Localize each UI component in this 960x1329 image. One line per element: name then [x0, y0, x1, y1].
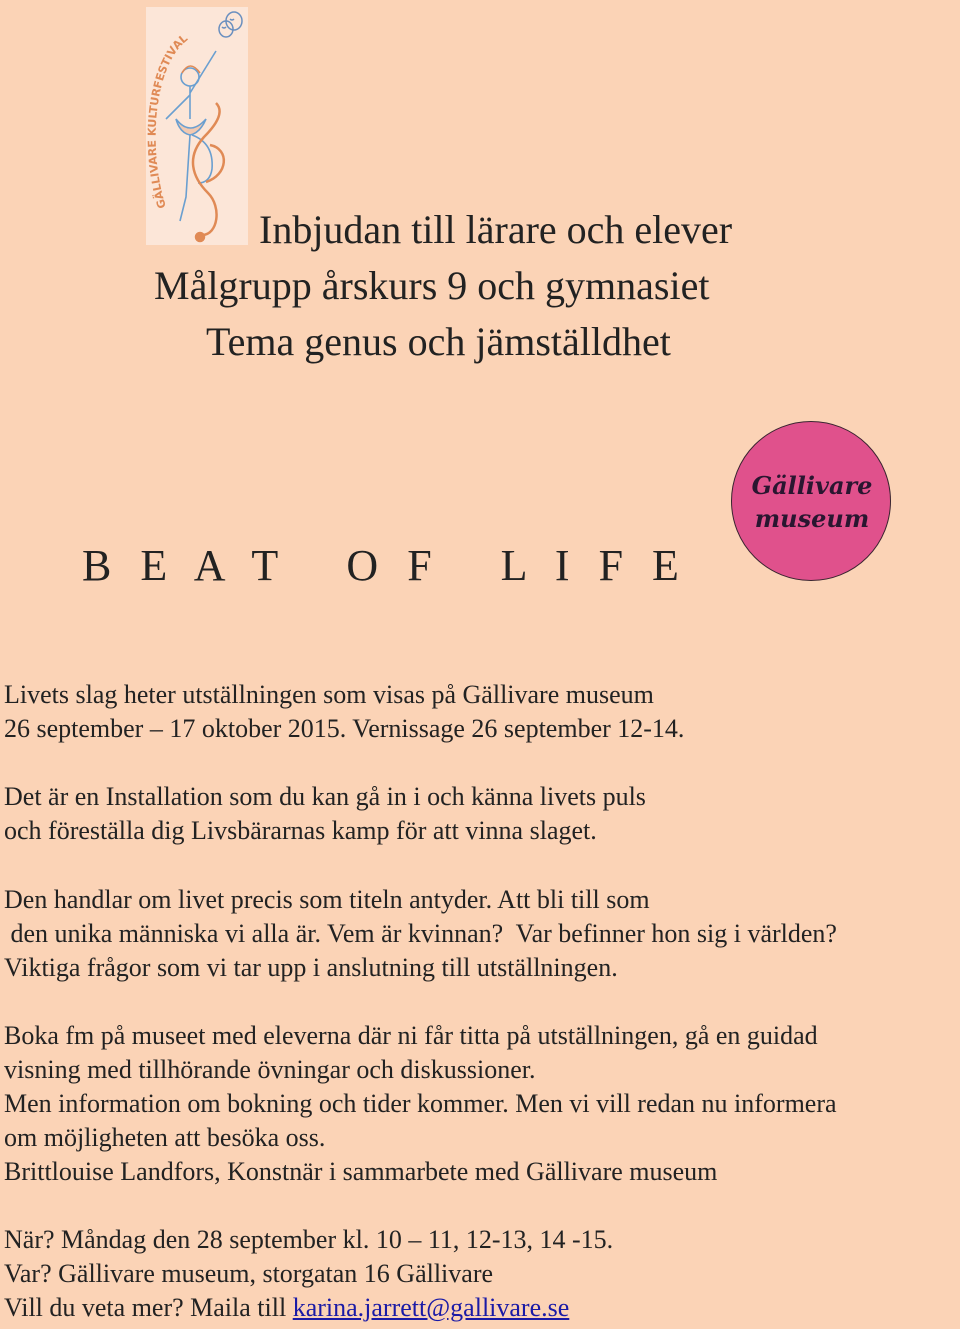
- contact-prefix: Vill du veta mer? Maila till: [4, 1293, 293, 1322]
- text-line: visning med tillhörande övningar och diskussioner.: [4, 1055, 536, 1084]
- text-line: och föreställa dig Livsbärarnas kamp för att vinna slaget.: [4, 816, 597, 845]
- text-line: Livets slag heter utställningen som visas på Gällivare museum: [4, 680, 654, 709]
- text-line: Brittlouise Landfors, Konstnär i sammarbete med Gällivare museum: [4, 1157, 718, 1186]
- contact-line: [4, 1291, 958, 1325]
- dancer-illustration-icon: [146, 7, 248, 245]
- badge-line-1: Gällivare: [751, 471, 873, 500]
- text-line: om möjligheten att besöka oss.: [4, 1123, 326, 1152]
- logo-arc-text: GÄLLIVARE KULTURFESTIVAL: [146, 31, 191, 210]
- event-details: [4, 1223, 958, 1325]
- paragraph-exhibition-info: [4, 678, 958, 746]
- paragraph-booking: [4, 1019, 958, 1189]
- text-line: den unika människa vi alla är. Vem är kvinnan? Var befinner hon sig i världen?: [4, 919, 837, 948]
- museum-logo-badge: [731, 421, 891, 581]
- email-link[interactable]: karina.jarrett@gallivare.se: [292, 1293, 570, 1322]
- text-line: Boka fm på museet med eleverna där ni får titta på utställningen, gå en guidad: [4, 1021, 818, 1050]
- paragraph-installation: [4, 780, 958, 848]
- headline-line-2: Målgrupp årskurs 9 och gymnasiet: [154, 263, 710, 308]
- text-line: Den handlar om livet precis som titeln antyder. Att bli till som: [4, 885, 650, 914]
- where-line: Var? Gällivare museum, storgatan 16 Gällivare: [4, 1259, 494, 1288]
- headline-line-1: Inbjudan till lärare och elever: [259, 207, 733, 252]
- headline-line-3: Tema genus och jämställdhet: [206, 319, 671, 364]
- text-line: Men information om bokning och tider kommer. Men vi vill redan nu informera: [4, 1089, 837, 1118]
- paragraph-theme: [4, 883, 958, 985]
- text-line: 26 september – 17 oktober 2015. Vernissage 26 september 12-14.: [4, 714, 685, 743]
- badge-line-2: museum: [754, 504, 870, 533]
- exhibition-title: B E A T O F L I F E: [82, 541, 688, 590]
- text-line: Det är en Installation som du kan gå in i och känna livets puls: [4, 782, 646, 811]
- when-line: När? Måndag den 28 september kl. 10 – 11, 12-13, 14 -15.: [4, 1225, 614, 1254]
- festival-logo: [146, 7, 248, 245]
- text-line: Viktiga frågor som vi tar upp i anslutning till utställningen.: [4, 953, 618, 982]
